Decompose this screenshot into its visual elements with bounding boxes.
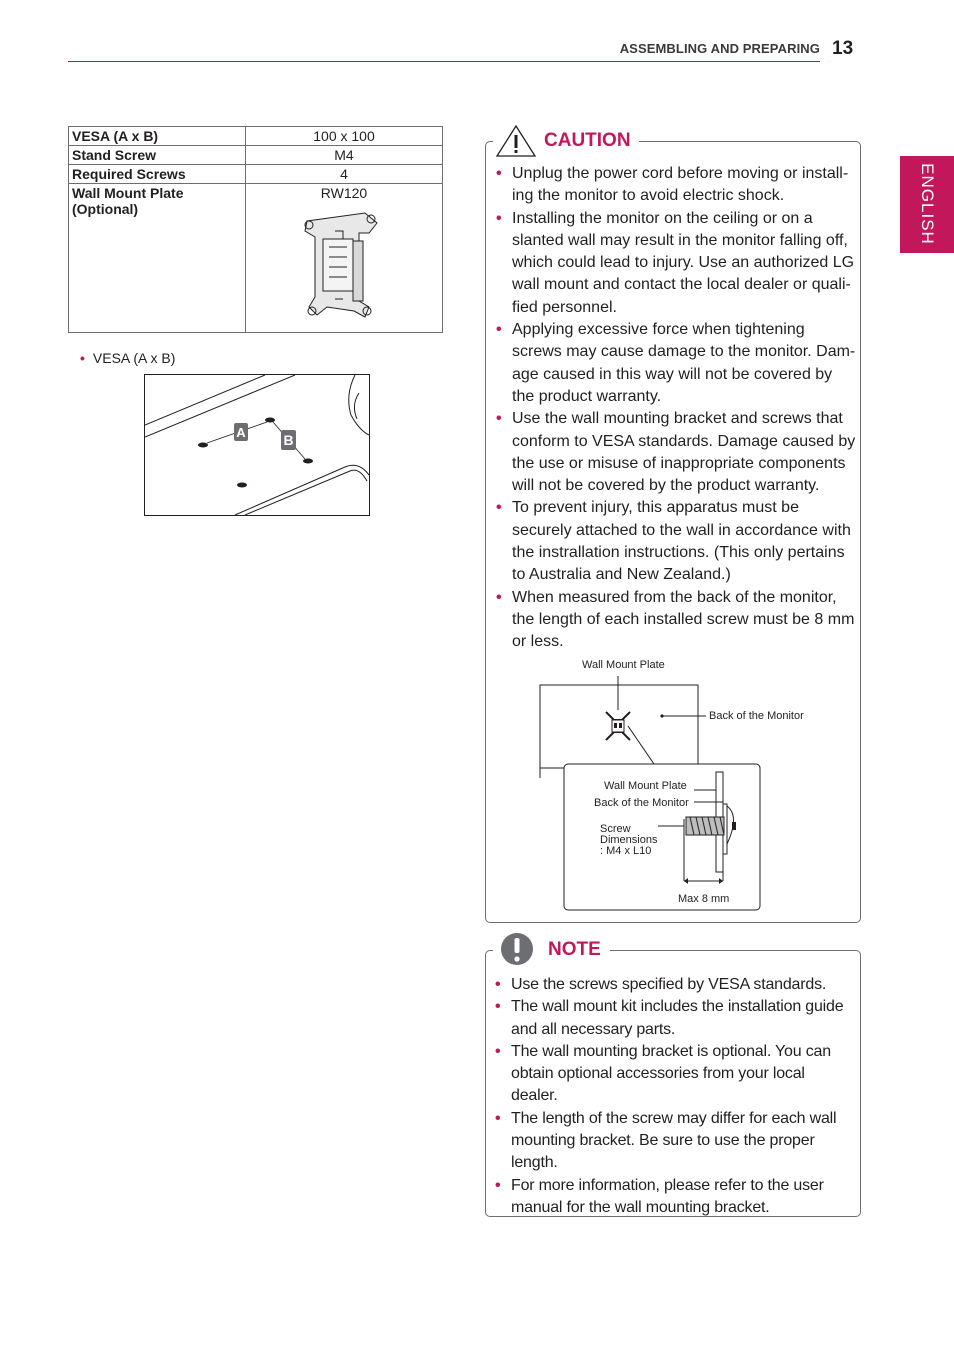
section-title: ASSEMBLING AND PREPARING (619, 41, 820, 56)
vesa-bullet-label: VESA (A x B) (92, 350, 176, 366)
note-list (495, 974, 853, 1219)
table-row (69, 184, 443, 333)
label-max-length: Max 8 mm (678, 893, 730, 905)
list-item: • Use the wall mounting bracket and screws that conform to VESA standards. Damage caused by the use or misuse of inappropriate components will not be covered by the product warranty. (496, 408, 858, 497)
page-number: 13 (832, 38, 854, 59)
caution-title: CAUTION (544, 130, 631, 151)
spec-label: Wall Mount Plate (Optional) (69, 184, 246, 333)
caution-list (496, 163, 858, 654)
vesa-figure (144, 374, 370, 516)
language-tab-label: ENGLISH (918, 163, 937, 245)
label-b: B (283, 432, 294, 448)
table-row (69, 146, 443, 165)
spec-label: Required Screws (69, 165, 246, 184)
label-screw-size: : M4 x L10 (600, 845, 652, 857)
list-item: • The length of the screw may differ for each wall mounting bracket. Be sure to use the proper length. (495, 1108, 853, 1175)
list-item: • Installing the monitor on the ceiling or on a slanted wall may result in the monitor falling off, which could lead to injury. Use an authorized LG wall mount and contact the local dealer or quali-fied personnel. (496, 208, 858, 319)
label-screw: Screw (600, 823, 631, 835)
monitor-back-illustration (145, 375, 369, 515)
spec-value-cell (246, 184, 443, 333)
spec-value: M4 (246, 146, 443, 165)
list-item: • Applying excessive force when tightening screws may cause damage to the monitor. Dam-age caused in this way will not be covered by the product warranty. (496, 319, 858, 408)
list-item: • The wall mount kit includes the installation guide and all necessary parts. (495, 996, 853, 1041)
list-item: • For more information, please refer to the user manual for the wall mounting bracket. (495, 1175, 853, 1220)
spec-value: RW120 (320, 185, 368, 201)
label-a: A (236, 425, 246, 440)
language-tab (900, 156, 954, 253)
label-dimensions: Dimensions (600, 834, 658, 846)
spec-label: Stand Screw (69, 146, 246, 165)
label-wall-mount-plate: Wall Mount Plate (582, 659, 665, 671)
screw-diagram (538, 656, 818, 916)
exclamation-icon (499, 932, 539, 972)
wall-mount-plate-image (299, 211, 389, 321)
table-row (69, 165, 443, 184)
note-title: NOTE (548, 939, 601, 960)
vesa-bullet (80, 350, 175, 366)
list-item: • To prevent injury, this apparatus must be securely attached to the wall in accordance with the instrallation instructions. (This only pertains to Australia and New Zealand.) (496, 497, 858, 586)
spec-value: 100 x 100 (246, 127, 443, 146)
bullet-dot: • (80, 350, 85, 366)
table-row (69, 127, 443, 146)
list-item: • When measured from the back of the monitor, the length of each installed screw must be 8 mm or less. (496, 587, 858, 654)
spec-table (68, 126, 443, 333)
list-item: • The wall mounting bracket is optional. You can obtain optional accessories from your local dealer. (495, 1041, 853, 1108)
mount-plate-icon (606, 712, 630, 740)
list-item: • Use the screws specified by VESA standards. (495, 974, 853, 996)
list-item: • Unplug the power cord before moving or install-ing the monitor to avoid electric shock. (496, 163, 858, 208)
label-wall-mount-plate-detail: Wall Mount Plate (604, 780, 687, 792)
warning-triangle-icon (495, 124, 539, 158)
label-back-of-monitor-detail: Back of the Monitor (594, 797, 689, 809)
label-back-of-monitor: Back of the Monitor (709, 710, 804, 722)
spec-label: VESA (A x B) (69, 127, 246, 146)
spec-value: 4 (246, 165, 443, 184)
header-rule (68, 61, 820, 62)
